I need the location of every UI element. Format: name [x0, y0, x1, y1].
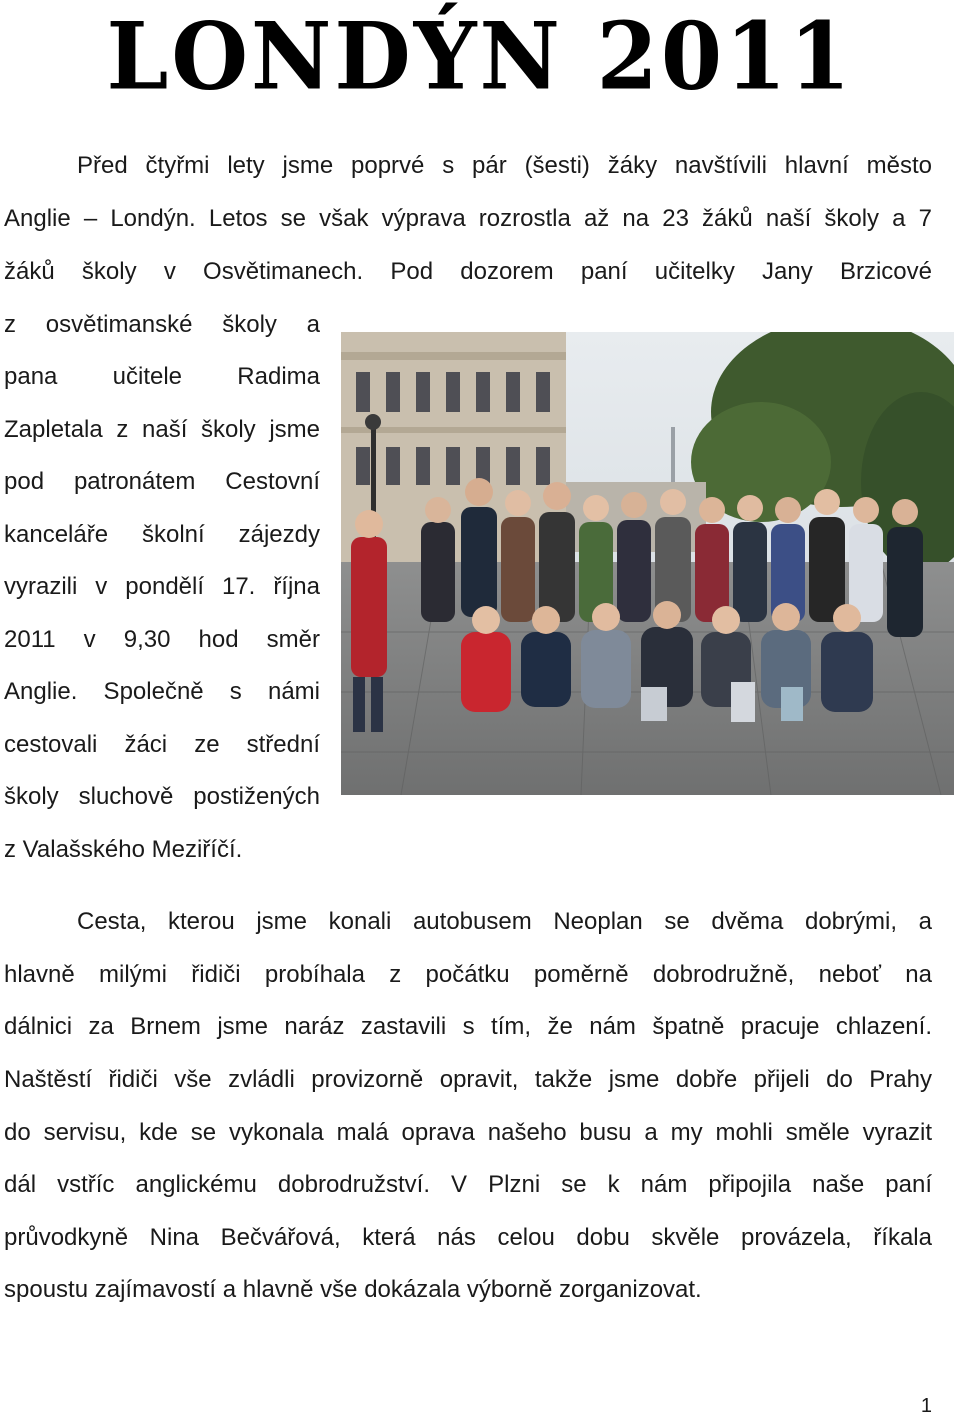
paragraph-line: 2011 v 9,30 hod směr: [4, 626, 320, 653]
paragraph-line: Anglie – Londýn. Letos se však výprava rozrostla až na 23 žáků naší školy a 7: [4, 205, 932, 232]
paragraph-line: spoustu zajímavostí a hlavně vše dokázala výborně zorganizovat.: [4, 1276, 702, 1303]
paragraph-line: kanceláře školní zájezdy: [4, 521, 320, 548]
paragraph-line: Naštěstí řidiči vše zvládli provizorně opravit, takže jsme dobře přijeli do Prahy: [4, 1066, 932, 1093]
paragraph-line: školy sluchově postižených: [4, 783, 320, 810]
page-number: 1: [920, 1395, 932, 1417]
paragraph-line: z osvětimanské školy a: [4, 311, 320, 338]
paragraph-line: pana učitele Radima: [4, 363, 320, 390]
paragraph-line: průvodkyně Nina Bečvářová, která nás celou dobu skvěle provázela, říkala: [4, 1224, 932, 1251]
paragraph-line: Zapletala z naší školy jsme: [4, 416, 320, 443]
paragraph-line: cestovali žáci ze střední: [4, 731, 320, 758]
paragraph-line: hlavně milými řidiči probíhala z počátku poměrně dobrodružně, neboť na: [4, 961, 932, 988]
paragraph-line: vyrazili v pondělí 17. října: [4, 573, 320, 600]
paragraph-line: pod patronátem Cestovní: [4, 468, 320, 495]
paragraph-line: z Valašského Meziříčí.: [4, 836, 243, 863]
paragraph-line: do servisu, kde se vykonala malá oprava našeho busu a my mohli směle vyrazit: [4, 1119, 932, 1146]
paragraph-line: dálnici za Brnem jsme naráz zastavili s tím, že nám špatně pracuje chlazení.: [4, 1013, 932, 1040]
paragraph-line: dál vstříc anglickému dobrodružství. V Plzni se k nám připojila naše paní: [4, 1171, 932, 1198]
paragraph-line: Anglie. Společně s námi: [4, 678, 320, 705]
paragraph-line: Před čtyřmi lety jsme poprvé s pár (šesti) žáky navštívili hlavní město: [77, 152, 932, 179]
paragraph-line: Cesta, kterou jsme konali autobusem Neoplan se dvěma dobrými, a: [77, 908, 932, 935]
group-photo: [341, 332, 954, 795]
paragraph-line: žáků školy v Osvětimanech. Pod dozorem paní učitelky Jany Brzicové: [4, 258, 932, 285]
document-title: LONDÝN 2011: [106, 1, 854, 111]
